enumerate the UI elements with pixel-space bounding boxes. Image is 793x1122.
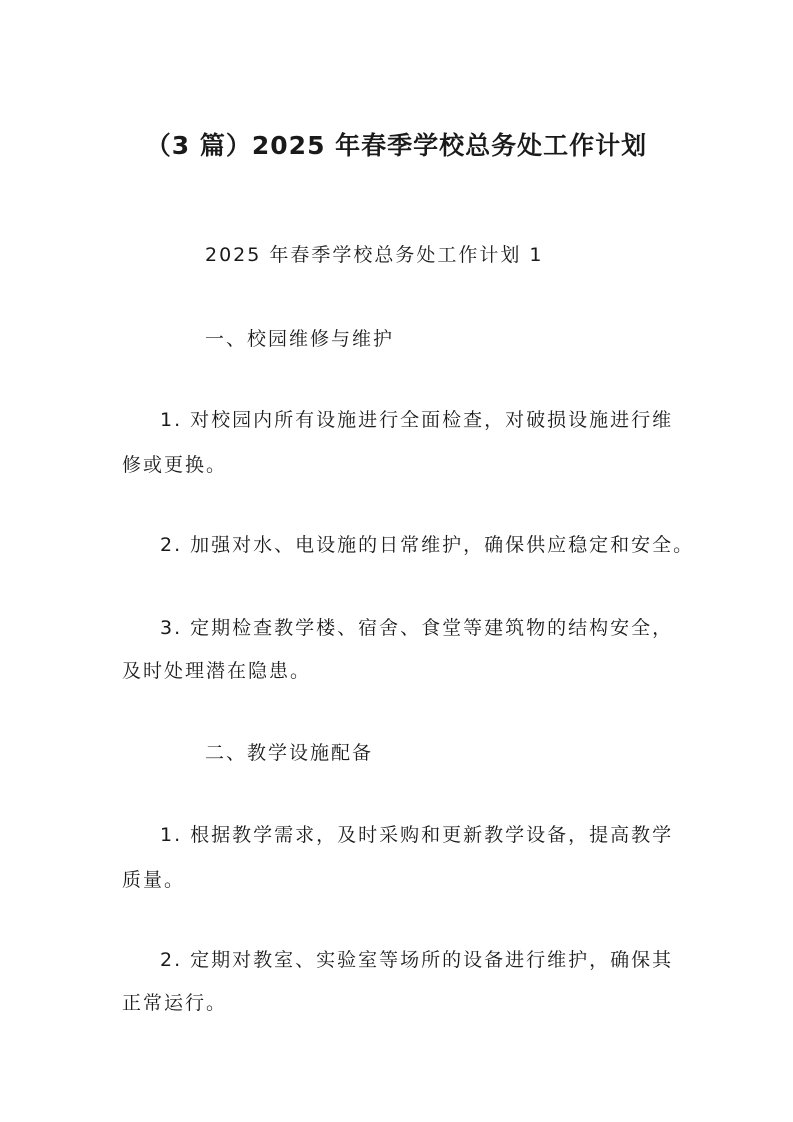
list-item-continuation: 正常运行。 — [122, 992, 228, 1014]
list-item: 2. 定期对教室、实验室等场所的设备进行维护，确保其 — [160, 949, 674, 971]
document-subtitle: 2025 年春季学校总务处工作计划 1 — [205, 244, 544, 266]
document-title: （3 篇）2025 年春季学校总务处工作计划 — [145, 131, 648, 160]
list-item: 1. 对校园内所有设施进行全面检查，对破损设施进行维 — [160, 409, 674, 431]
list-item: 2. 加强对水、电设施的日常维护，确保供应稳定和安全。 — [160, 534, 695, 556]
list-item: 3. 定期检查教学楼、宿舍、食堂等建筑物的结构安全， — [160, 617, 674, 639]
list-item-continuation: 及时处理潜在隐患。 — [122, 660, 312, 682]
list-item-continuation: 质量。 — [122, 869, 186, 891]
section-heading: 一、校园维修与维护 — [205, 328, 395, 350]
section-heading: 二、教学设施配备 — [205, 742, 374, 764]
list-item: 1. 根据教学需求，及时采购和更新教学设备，提高教学 — [160, 824, 674, 846]
list-item-continuation: 修或更换。 — [122, 454, 228, 476]
